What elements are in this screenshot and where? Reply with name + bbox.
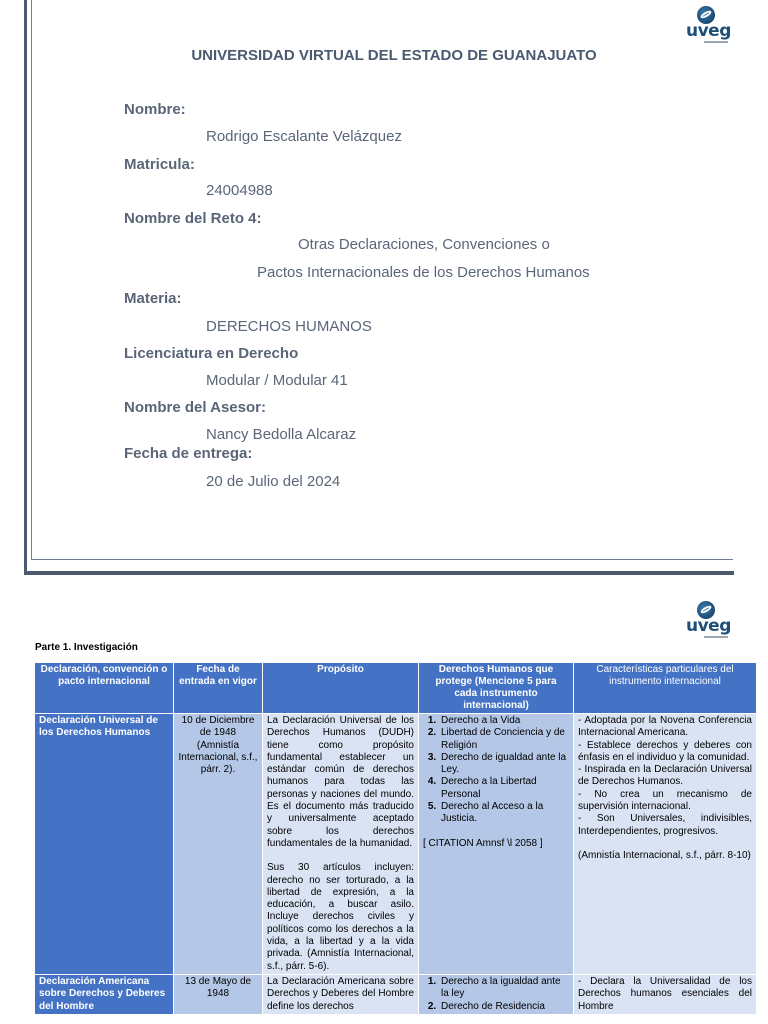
table-header-row xyxy=(35,663,757,714)
purpose-paragraph: La Declaración Universal de los Derechos Humanos (DUDH) tiene como propósito fundamental establecer un estándar común de derechos humanos para todas las personas y naciones del mundo. Es el documento más traducido y universalmente aceptado sobre los derechos fundamentales de la humanidad. xyxy=(267,715,414,849)
characteristic-item: - Inspirada en la Declaración Universal de Derechos Humanos. xyxy=(578,764,752,788)
characteristic-item: - Establece derechos y deberes con énfasis en el individuo y la comunidad. xyxy=(578,739,752,763)
rights-item: 2. Libertad de Conciencia y de Religión xyxy=(439,727,569,752)
licenciatura-value: Modular / Modular 41 xyxy=(206,372,348,389)
table-row xyxy=(35,974,757,1014)
rights-item: 5. Derecho al Acceso a la Justicia. xyxy=(439,801,569,826)
header-instrument: Declaración, convención o pacto internacional xyxy=(35,663,174,714)
materia-value: DERECHOS HUMANOS xyxy=(206,318,372,335)
nombre-label: Nombre: xyxy=(124,101,186,118)
fecha-label: Fecha de entrega: xyxy=(124,445,253,462)
characteristics-cell xyxy=(574,974,757,1014)
uveg-logo: uveg xyxy=(686,601,730,641)
reto-value-line1: Otras Declaraciones, Convenciones o xyxy=(298,236,550,253)
section-title: Parte 1. Investigación xyxy=(35,642,138,653)
purpose-cell xyxy=(263,714,419,975)
purpose-cell xyxy=(263,974,419,1014)
asesor-label: Nombre del Asesor: xyxy=(124,399,266,416)
entry-date: 13 de Mayo de 1948 xyxy=(174,974,263,1014)
nombre-value: Rodrigo Escalante Velázquez xyxy=(206,128,402,145)
cover-border xyxy=(31,0,32,560)
header-date: Fecha de entrada en vigor xyxy=(174,663,263,714)
characteristic-item: - Declara la Universalidad de los Derechos humanos esenciales del Hombre xyxy=(578,975,752,1012)
asesor-value: Nancy Bedolla Alcaraz xyxy=(206,426,357,443)
citation: [ CITATION Amnsf \l 2058 ] xyxy=(423,837,543,849)
characteristics-cell xyxy=(574,714,757,975)
investigation-table xyxy=(34,662,757,1015)
reto-value-line2: Pactos Internacionales de los Derechos Humanos xyxy=(257,264,590,281)
cover-border xyxy=(31,559,733,560)
university-title: UNIVERSIDAD VIRTUAL DEL ESTADO DE GUANAJUATO xyxy=(191,47,597,64)
characteristic-item: - No crea un mecanismo de supervisión internacional. xyxy=(578,788,752,813)
rights-item: 1. Derecho a la Vida xyxy=(439,715,569,727)
rights-item: 1. Derecho a la igualdad ante la ley xyxy=(439,976,569,1001)
characteristic-item: - Son Universales, indivisibles, Interdependientes, progresivos. xyxy=(578,813,752,837)
rights-item: 4. Derecho a la Libertad Personal xyxy=(439,776,569,801)
instrument-name: Declaración Americana sobre Derechos y Deberes del Hombre xyxy=(35,974,174,1014)
reto-label: Nombre del Reto 4: xyxy=(124,210,262,227)
uveg-logo: uveg xyxy=(686,6,730,46)
header-purpose: Propósito xyxy=(263,663,419,714)
cover-border xyxy=(24,0,27,575)
table-row xyxy=(35,714,757,975)
matricula-label: Matricula: xyxy=(124,156,195,173)
citation: (Amnistía Internacional, s.f., párr. 8-10) xyxy=(578,849,751,861)
licenciatura-label: Licenciatura en Derecho xyxy=(124,345,299,362)
purpose-paragraph: Sus 30 artículos incluyen: derecho no ser torturado, a la libertad de expresión, a la educación, a buscar asilo. Incluye derechos civiles y políticos como los derechos a la vida, a la libertad y a la vida privada. (Amnistía Internacional, s.f., párr. 5-6). xyxy=(267,862,414,972)
cover-border xyxy=(24,571,734,575)
rights-list xyxy=(423,715,569,826)
header-rights: Derechos Humanos que protege (Mencione 5 para cada instrumento internacional) xyxy=(419,663,574,714)
instrument-name: Declaración Universal de los Derechos Humanos xyxy=(35,714,174,975)
header-characteristics: Características particulares del instrumento internacional xyxy=(574,663,757,714)
rights-item: 3. Derecho de igualdad ante la Ley. xyxy=(439,752,569,777)
rights-item: 2. Derecho de Residencia xyxy=(439,1001,569,1013)
rights-cell xyxy=(419,714,574,975)
rights-cell xyxy=(419,974,574,1014)
rights-list xyxy=(423,976,569,1013)
entry-date: 10 de Diciembre de 1948 (Amnistía Internacional, s.f., párr. 2). xyxy=(174,714,263,975)
characteristic-item: - Adoptada por la Novena Conferencia Internacional Americana. xyxy=(578,715,752,739)
materia-label: Materia: xyxy=(124,290,182,307)
matricula-value: 24004988 xyxy=(206,182,273,199)
purpose-paragraph: La Declaración Americana sobre Derechos y Deberes del Hombre define los derechos xyxy=(267,975,414,1012)
fecha-value: 20 de Julio del 2024 xyxy=(206,473,341,490)
